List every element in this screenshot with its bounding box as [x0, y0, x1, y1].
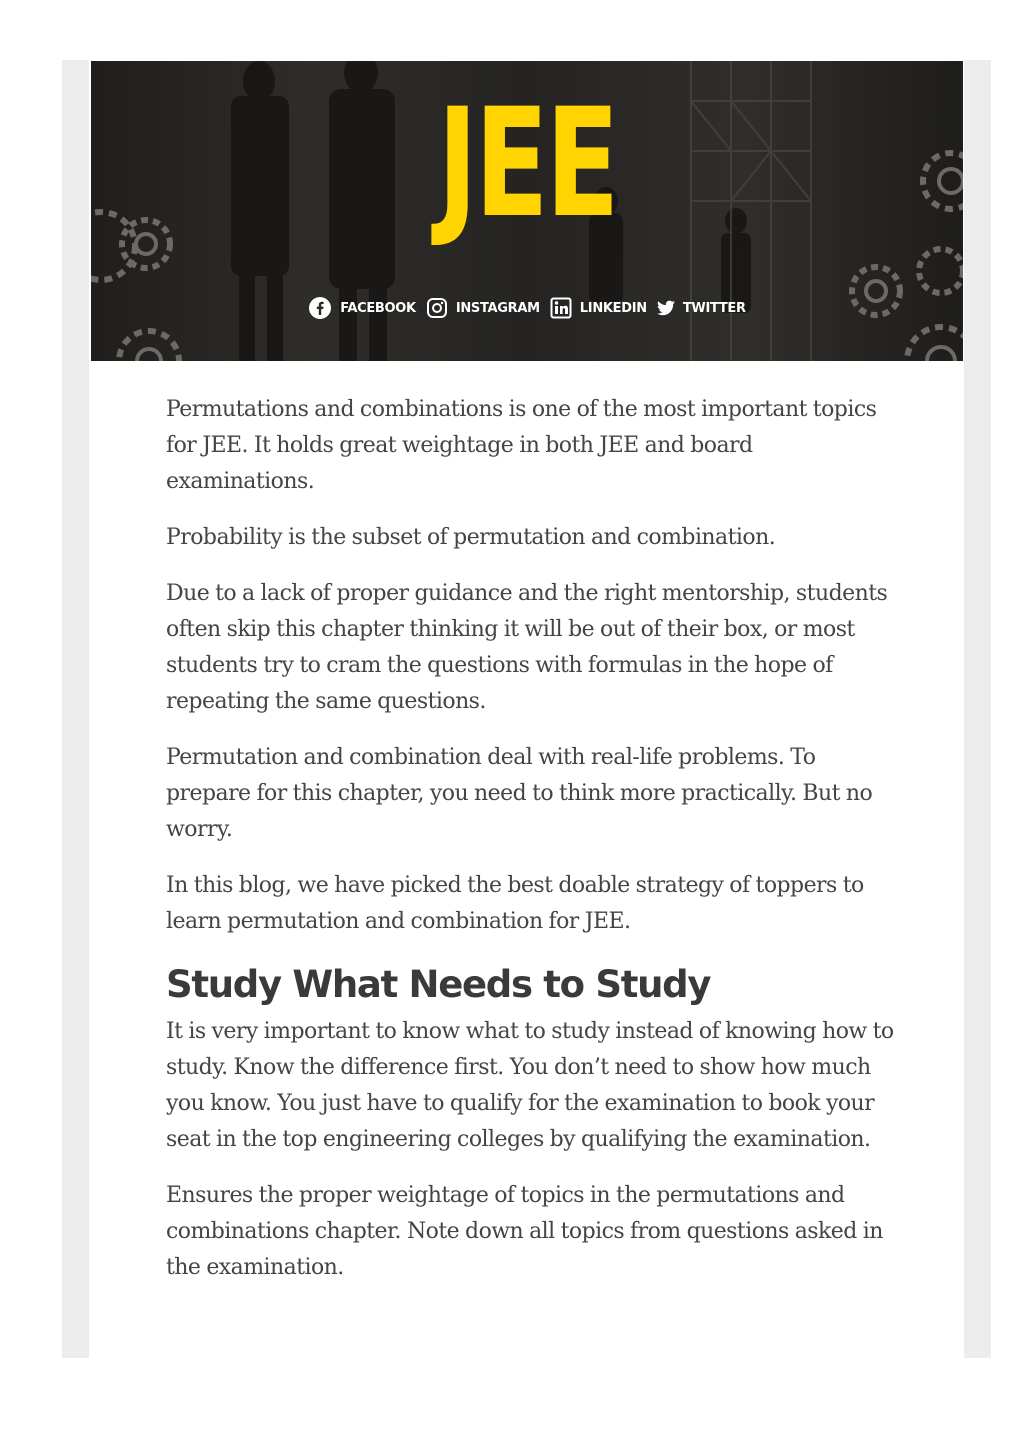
jee-banner-image: [91, 61, 963, 361]
banner-title: JEE: [437, 77, 617, 251]
section-heading: Study What Needs to Study: [166, 963, 711, 1006]
linkedin-icon: [550, 297, 572, 319]
paragraph: It is very important to know what to study instead of knowing how to study. Know the difference first. You don’t need to show how much you know. You just have to qualify for the examination to book your seat in the top engineering colleges by qualifying the examination.: [166, 1019, 894, 1152]
paragraph: Ensures the proper weightage of topics in the permutations and combinations chapter. Note down all topics from questions asked in the examination.: [166, 1183, 883, 1280]
paragraph: Probability is the subset of permutation and combination.: [166, 525, 776, 550]
twitter-icon: [657, 300, 675, 316]
facebook-label: FACEBOOK: [340, 300, 416, 316]
paragraph: In this blog, we have picked the best doable strategy of toppers to learn permutation and combination for JEE.: [166, 873, 864, 934]
instagram-icon: [426, 297, 448, 319]
article-body: [166, 392, 896, 1306]
linkedin-label: LINKEDIN: [579, 300, 647, 316]
social-links-row: [91, 294, 963, 322]
facebook-icon: [308, 296, 332, 320]
social-linkedin: [550, 297, 647, 319]
instagram-label: INSTAGRAM: [455, 300, 540, 316]
paragraph: Due to a lack of proper guidance and the right mentorship, students often skip this chapter thinking it will be out of their box, or most students try to cram the questions with formulas in the hope of repeating the same questions.: [166, 581, 888, 714]
paragraph: Permutation and combination deal with real-life problems. To prepare for this chapter, you need to think more practically. But no worry.: [166, 745, 873, 842]
social-facebook: [308, 296, 416, 320]
twitter-label: TWITTER: [682, 300, 746, 316]
social-instagram: [426, 297, 540, 319]
social-twitter: [657, 300, 746, 316]
paragraph: Permutations and combinations is one of the most important topics for JEE. It holds great weightage in both JEE and board examinations.: [166, 397, 877, 494]
